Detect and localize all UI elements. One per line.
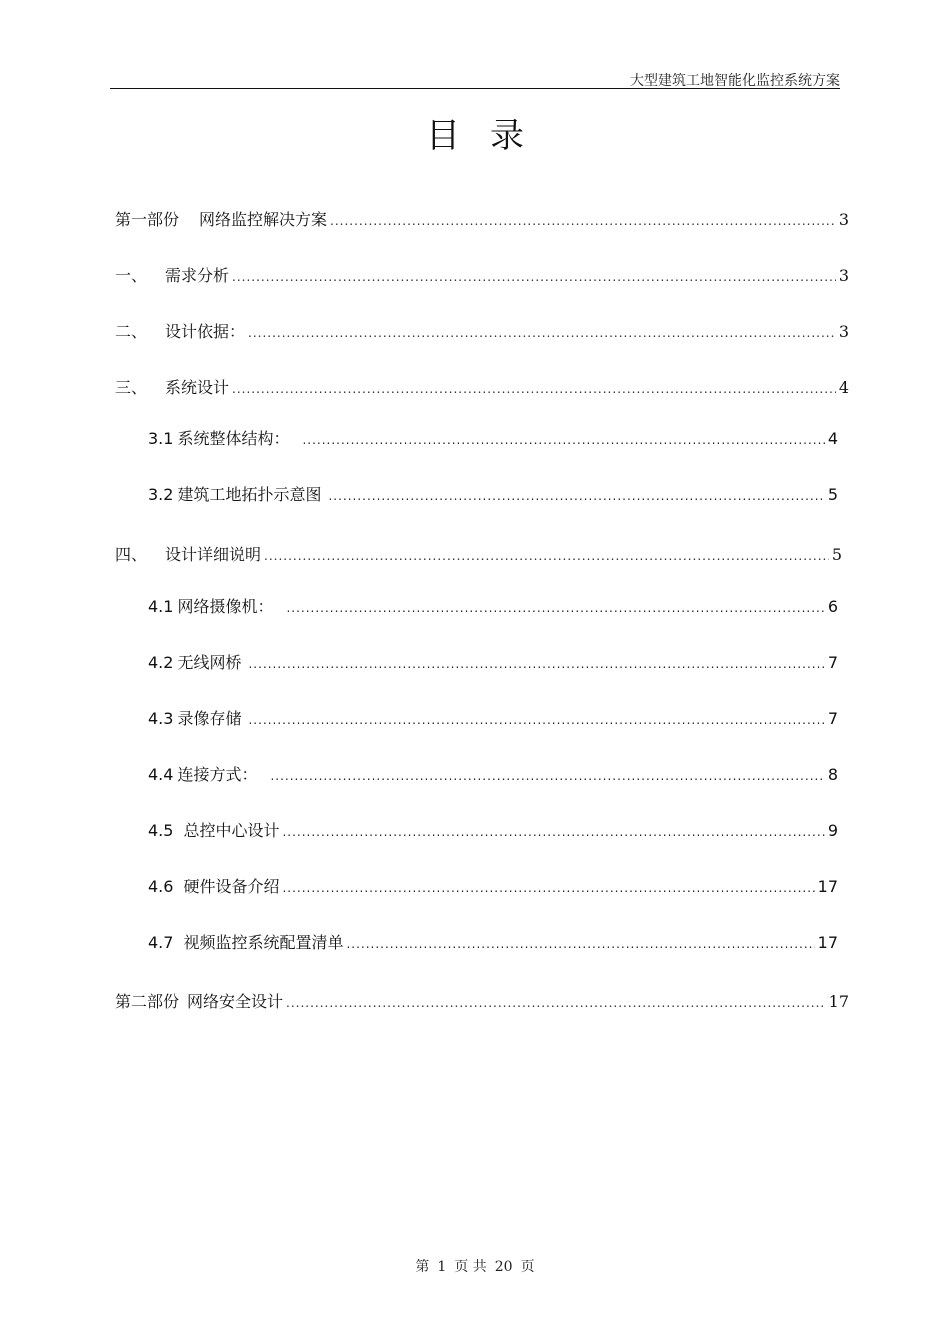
toc-leader-dots — [248, 708, 824, 732]
toc-entry-number: 4.5 — [148, 821, 174, 840]
toc-entry-text: 连接方式： — [177, 765, 258, 784]
toc-leader-dots — [302, 428, 824, 452]
toc-entry-1[interactable] — [115, 264, 849, 288]
running-header: 大型建筑工地智能化监控系统方案 — [630, 73, 840, 89]
toc-entry-text: 网络监控解决方案 — [199, 210, 328, 229]
toc-entry-number: 4.3 — [148, 709, 174, 728]
toc-entry-4-6[interactable] — [148, 875, 838, 899]
toc-leader-dots — [264, 544, 829, 568]
toc-entry-text: 设计详细说明 — [165, 545, 262, 564]
toc-entry-number: 4.4 — [148, 765, 174, 784]
header-rule — [110, 88, 840, 89]
toc-entry-4-7[interactable] — [148, 931, 838, 955]
toc-entry-text: 需求分析 — [165, 266, 230, 285]
toc-entry-text: 无线网桥 — [177, 653, 242, 672]
footer-prefix: 第 — [415, 1259, 430, 1275]
toc-entry-text: 录像存储 — [177, 709, 242, 728]
toc-entry-2[interactable] — [115, 320, 849, 344]
toc-entry-number: 一、 — [115, 266, 148, 285]
toc-entry-number: 第一部份 — [115, 210, 180, 229]
toc-entry-part1[interactable] — [115, 208, 849, 232]
toc-entry-number: 4.2 — [148, 653, 174, 672]
footer-suffix: 页 — [520, 1259, 535, 1275]
toc-leader-dots — [232, 265, 836, 289]
toc-entry-text: 系统设计 — [165, 378, 230, 397]
toc-entry-page: 4 — [838, 378, 849, 397]
toc-entry-page: 8 — [827, 765, 838, 784]
toc-entry-text: 系统整体结构： — [177, 429, 290, 448]
toc-entry-text: 视频监控系统配置清单 — [183, 933, 344, 952]
footer-current-page: 1 — [437, 1259, 447, 1275]
toc-entry-number: 三、 — [115, 378, 148, 397]
toc-leader-dots — [248, 652, 824, 676]
toc-leader-dots — [286, 596, 824, 620]
toc-entry-page: 5 — [827, 485, 838, 504]
toc-entry-page: 7 — [827, 709, 838, 728]
toc-entry-4-4[interactable] — [148, 763, 838, 787]
toc-entry-4-3[interactable] — [148, 707, 838, 731]
toc-entry-page: 3 — [838, 322, 849, 341]
footer-total-pages: 20 — [494, 1259, 513, 1275]
toc-entry-number: 四、 — [115, 545, 148, 564]
toc-entry-number: 4.6 — [148, 877, 174, 896]
toc-entry-page: 9 — [827, 821, 838, 840]
page-footer — [0, 1256, 950, 1276]
toc-entry-number: 4.1 — [148, 597, 174, 616]
toc-leader-dots — [328, 484, 824, 508]
toc-entry-3-2[interactable] — [148, 483, 838, 507]
toc-entry-page: 17 — [817, 933, 838, 952]
toc-entry-page: 6 — [827, 597, 838, 616]
toc-entry-page: 4 — [827, 429, 838, 448]
toc-entry-number: 4.7 — [148, 933, 174, 952]
toc-entry-page: 7 — [827, 653, 838, 672]
toc-entry-page: 5 — [831, 545, 842, 564]
toc-entry-page: 3 — [838, 210, 849, 229]
toc-leader-dots — [248, 321, 836, 345]
footer-mid: 页 共 — [454, 1259, 487, 1275]
toc-entry-text: 硬件设备介绍 — [183, 877, 280, 896]
toc-entry-text: 网络摄像机： — [177, 597, 274, 616]
toc-entry-text: 网络安全设计 — [187, 992, 284, 1011]
toc-entry-4-2[interactable] — [148, 651, 838, 675]
toc-entry-4[interactable] — [115, 543, 842, 567]
toc-leader-dots — [346, 932, 814, 956]
toc-entry-text: 总控中心设计 — [183, 821, 280, 840]
toc-entry-page: 3 — [838, 266, 849, 285]
toc-entry-number: 二、 — [115, 322, 148, 341]
toc-entry-3[interactable] — [115, 376, 849, 400]
toc-entry-text: 建筑工地拓扑示意图 — [177, 485, 322, 504]
toc-entry-page: 17 — [817, 877, 838, 896]
toc-entry-part2[interactable] — [115, 990, 849, 1014]
toc-entry-text: 设计依据： — [165, 322, 246, 341]
toc-entry-number: 第二部份 — [115, 992, 180, 1011]
toc-entry-4-1[interactable] — [148, 595, 838, 619]
toc-entry-4-5[interactable] — [148, 819, 838, 843]
toc-leader-dots — [282, 820, 824, 844]
toc-entry-number: 3.2 — [148, 485, 174, 504]
toc-leader-dots — [330, 209, 836, 233]
toc-entry-page: 17 — [828, 992, 849, 1011]
toc-title: 目录 — [426, 116, 554, 156]
toc-entry-number: 3.1 — [148, 429, 174, 448]
toc-leader-dots — [282, 876, 814, 900]
toc-leader-dots — [232, 377, 836, 401]
toc-leader-dots — [270, 764, 824, 788]
toc-entry-3-1[interactable] — [148, 427, 838, 451]
toc-leader-dots — [286, 991, 826, 1015]
